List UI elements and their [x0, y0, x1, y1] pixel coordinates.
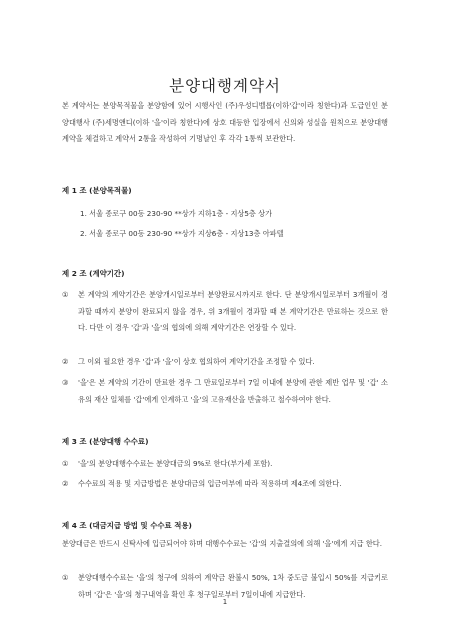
clause-text: 본 계약의 계약기간은 분양개시일로부터 분양완료시까지로 한다. 단 분양개시일로부터 3개월이 경과할 때까지 분양이 완료되지 않을 경우, 위 3개월이 경과할 때 본 계약기간은 만료하는 것으로 한다. 다만 이 경우 '갑'과 '을'의 협의에 의해 계약기간은 연장할 수 있다.	[78, 290, 388, 332]
article-2-clause	[62, 287, 388, 337]
clause-marker: ①	[62, 290, 69, 299]
clause-marker: ②	[62, 479, 69, 488]
clause-marker: ①	[62, 573, 69, 582]
article-4-intro: 분양대금은 반드시 신탁사에 입금되어야 하며 대행수수료는 '갑'의 지출결의에 의해 '을'에게 지급 한다.	[62, 539, 382, 548]
intro-paragraph: 본 계약서는 분양목적물을 분양함에 있어 시행사인 (주)우성디벨롭(이하'갑'이라 칭한다)과 도급인인 분양대행사 (주)세명앤디(이하 '을'이라 칭한다)에 상호 대등한 입장에서 신의와 성실을 원칙으로 분양대행계약을 체결하고 계약서 2통을 작성하여 기명날인 후 각각 1통씩 보관한다.	[62, 101, 388, 143]
clause-marker: ②	[62, 357, 69, 366]
clause-text: 수수료의 적용 및 지급방법은 분양대금의 입금여부에 따라 적용하며 제4조에 의한다.	[78, 479, 342, 488]
clause-marker: ③	[62, 378, 69, 387]
clause-text: '을'은 본 계약의 기간이 만료한 경우 그 만료일로부터 7일 이내에 분양에 관한 제반 업무 및 '갑' 소유의 재산 일체를 '갑'에게 인계하고 '을'의 고유재산을 반출하고 철수하여야 한다.	[78, 378, 388, 404]
clause-text: 분양대행수수료는 '을'의 청구에 의하여 계약금 완불시 50%, 1차 중도금 불입시 50%를 지급키로 하며 '갑'은 '을'의 청구내역을 확인 후 청구일로부터 7일이내에 지급한다.	[78, 573, 388, 599]
article-3-heading: 제 3 조 (분양대행 수수료)	[62, 437, 149, 446]
article-2-clause	[62, 354, 388, 371]
clause-text: 그 이외 필요한 경우 '갑'과 '을'이 상호 협의하여 계약기간을 조정할 수 있다.	[78, 357, 315, 366]
article-4-heading: 제 4 조 (대금지급 방법 및 수수료 적용)	[62, 521, 192, 530]
article-1-item: 2. 서울 종로구 00동 230-90 **상가 지상6층 - 지상13층 아파텔	[80, 229, 284, 238]
article-1-item: 1. 서울 종로구 00동 230-90 **상가 지하1층 - 지상5층 상가	[80, 209, 273, 218]
article-2-clause	[62, 375, 388, 408]
article-3-clause	[62, 476, 388, 493]
article-1-heading: 제 1 조 (분양목적물)	[62, 186, 132, 195]
article-2-heading: 제 2 조 (계약기간)	[62, 269, 125, 278]
article-3-clause	[62, 456, 388, 473]
page-number: 1	[222, 598, 228, 606]
clause-text: '을'의 분양대행수수료는 분양대금의 9%로 한다(부가세 포함).	[78, 459, 273, 468]
document-title: 분양대행계약서	[169, 77, 281, 95]
clause-marker: ①	[62, 459, 69, 468]
